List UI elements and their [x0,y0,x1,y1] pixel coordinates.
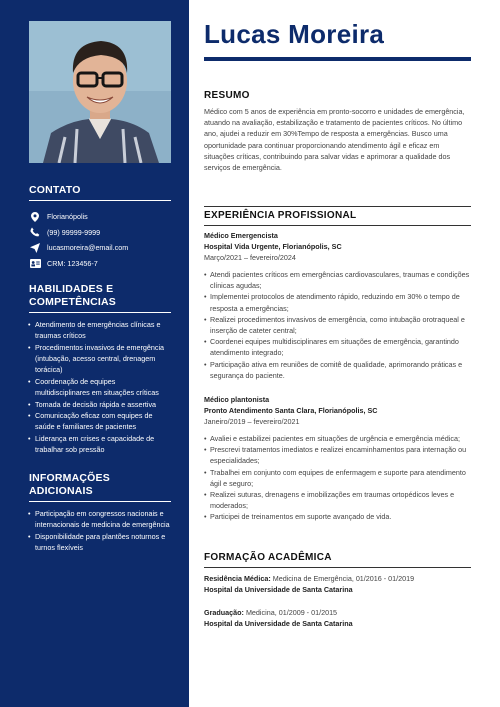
phone-icon [29,227,41,237]
education-degree [204,573,471,584]
job-role: Médico plantonista [204,395,270,405]
sidebar [0,0,189,707]
contact-phone-text: (99) 99999-9999 [47,227,101,237]
contact-phone [29,225,171,241]
contact-title: CONTATO [29,184,171,201]
job-org: Hospital Vida Urgente, Florianópolis, SC [204,242,342,251]
list-item: • Realizei suturas, drenagens e imobilizações em traumas ortopédicos leves e moderados; [204,489,471,511]
job-role: Médico Emergencista [204,231,278,240]
summary-text: Médico com 5 anos de experiência em pronto-socorro e unidades de emergência, atuando na avaliação, estabilização e tratamento de pacientes críticos. No último ano, ajudei a reduzir em 30%Tempo de resposta a emergências. Busco uma oportunidade para continuar proporcionando atendimento ágil e eficaz em situações críticas, contribuindo para salvar vidas e aprimorar a qualidade dos serviços de emergência. [204,107,465,173]
section-divider [204,206,471,207]
title-divider [204,57,471,61]
contact-location-text: Florianópolis [47,212,88,222]
list-item: • Participação ativa em reuniões de comitê de qualidade, aprimorando práticas e segurança do paciente. [204,359,471,381]
send-icon [29,243,41,253]
education-entry [204,607,471,629]
contact-crm [29,256,171,272]
job-entry [204,230,471,381]
job-org: Pronto Atendimento Santa Clara, Florianópolis, SC [204,406,378,416]
list-item: • Implementei protocolos de atendimento rápido, reduzindo em 30% o tempo de resposta a emergências; [204,291,471,313]
page-title: Lucas Moreira [204,19,385,49]
education-degree-detail: Medicina, 01/2009 - 01/2015 [243,608,338,617]
profile-photo [29,21,171,163]
job-date: Janeiro/2019 – fevereiro/2021 [204,417,300,427]
list-item: • Coordenei equipes multidisciplinares em situações de emergência, garantindo atendimento integrado; [204,336,471,358]
contact-email [29,240,171,256]
experience-title: EXPERIÊNCIA PROFISSIONAL [204,209,471,226]
extra-info-section [29,472,171,554]
education-degree-label: Graduação: [204,608,244,617]
job-bullets [204,433,471,523]
education-title: FORMAÇÃO ACADÊMICA [204,551,471,568]
extra-info-title: INFORMAÇÕES ADICIONAIS [29,472,171,502]
list-item: • Participação em congressos nacionais e internacionais de medicina de emergência [29,508,171,530]
job-bullets [204,269,471,381]
summary-title: RESUMO [204,90,250,101]
education-section [204,551,471,629]
education-degree [204,607,471,618]
id-card-icon [29,258,41,268]
contact-section [29,184,171,271]
list-item: • Coordenação de equipes multidisciplinares em situações críticas [29,376,171,398]
list-item: • Tomada de decisão rápida e assertiva [29,399,171,410]
list-item: • Procedimentos invasivos de emergência (intubação, acesso central, drenagem torácica) [29,342,171,376]
list-item: • Comunicação eficaz com equipes de saúde e familiares de pacientes [29,410,171,432]
list-item: • Atendimento de emergências clínicas e traumas críticos [29,319,171,341]
list-item: • Participei de treinamentos em suporte avançado de vida. [204,511,471,522]
skills-title: HABILIDADES E COMPETÊNCIAS [29,283,171,313]
contact-email-text[interactable]: lucasmoreira@email.com [47,243,129,253]
extra-info-list [29,508,171,553]
list-item: • Trabalhei em conjunto com equipes de enfermagem e suporte para atendimento ágil e seguro; [204,467,471,489]
list-item: • Liderança em crises e capacidade de trabalhar sob pressão [29,433,171,455]
skills-section [29,283,171,456]
education-degree-label: Residência Médica: [204,574,271,583]
education-institution: Hospital da Universidade de Santa Catarina [204,619,353,628]
education-entry [204,573,471,595]
experience-section [204,206,471,523]
summary-section [204,89,471,173]
list-item: • Atendi pacientes críticos em emergências cardiovasculares, traumas e condições clínicas agudas; [204,269,471,291]
skills-list [29,319,171,455]
job-entry [204,394,471,523]
contact-location [29,209,171,225]
list-item: • Disponibilidade para plantões noturnos e turnos flexíveis [29,531,171,553]
job-date: Março/2021 – fevereiro/2024 [204,253,296,262]
contact-crm-text: CRM: 123456-7 [47,258,98,268]
location-pin-icon [29,212,41,222]
list-item: • Avaliei e estabilizei pacientes em situações de urgência e emergência médica; [204,433,471,444]
list-item: • Prescrevi tratamentos imediatos e realizei encaminhamentos para internação ou especialidades; [204,444,471,466]
education-institution: Hospital da Universidade de Santa Catarina [204,585,353,594]
list-item: • Realizei procedimentos invasivos de emergência, como intubação orotraqueal e inserção de cateter central; [204,314,471,336]
education-degree-detail: Medicina de Emergência, 01/2016 - 01/2019 [270,574,415,583]
